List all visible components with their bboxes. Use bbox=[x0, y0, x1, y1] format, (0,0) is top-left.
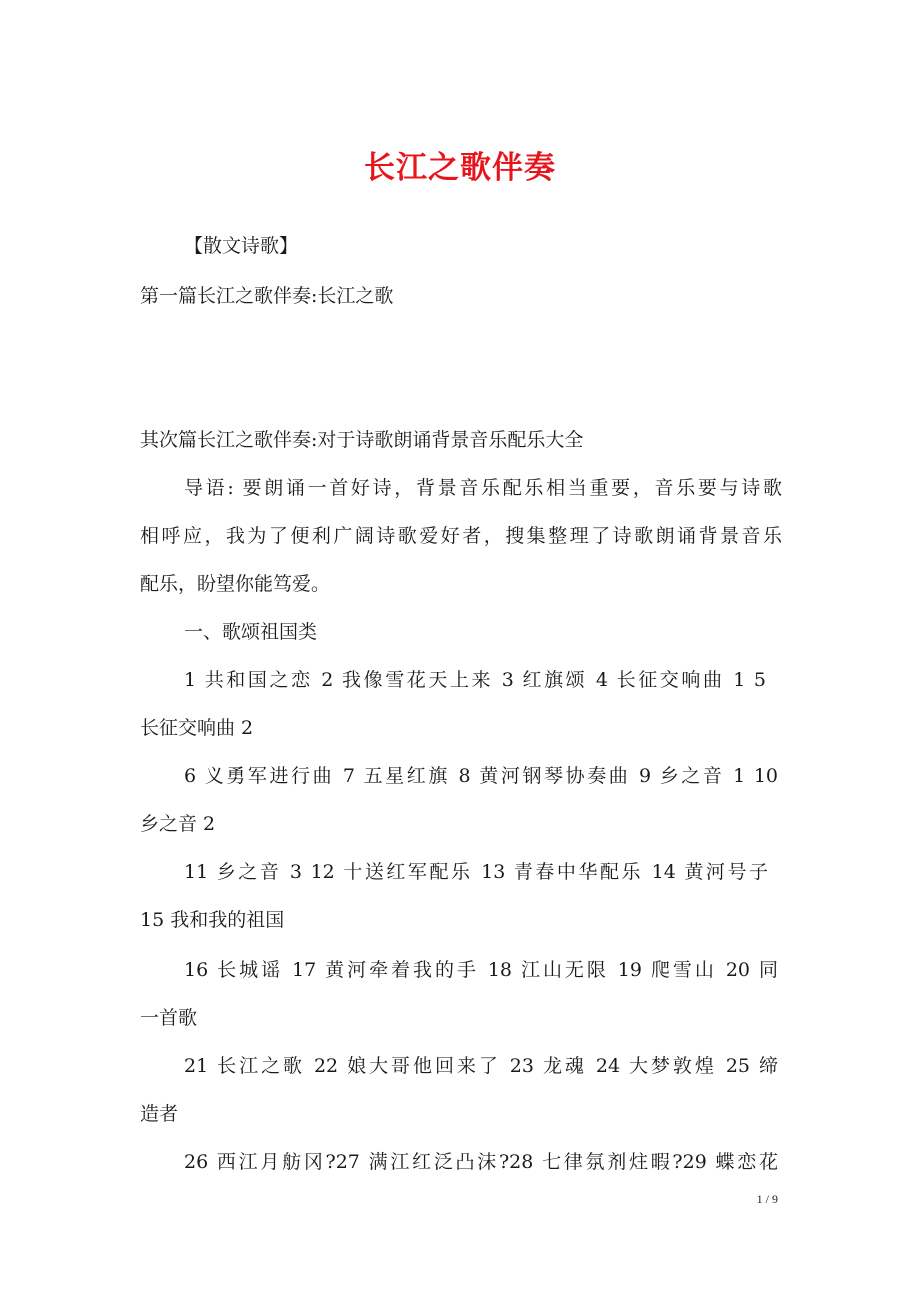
list-item: 长征交响曲 2 bbox=[140, 717, 254, 739]
document-title: 长江之歌伴奏 bbox=[364, 150, 556, 186]
list-item: 一首歌 bbox=[140, 1007, 198, 1029]
list-item: 1 共和国之恋 2 我像雪花天上来 3 红旗颂 4 长征交响曲 1 5 bbox=[184, 669, 766, 691]
intro-paragraph-line: 导语: 要朗诵一首好诗，背景音乐配乐相当重要，音乐要与诗歌 bbox=[184, 477, 782, 499]
category-tag: 【散文诗歌】 bbox=[184, 235, 299, 257]
list-item: 16 长城谣 17 黄河牵着我的手 18 江山无限 19 爬雪山 20 同 bbox=[184, 959, 778, 981]
list-item: 26 西江月舫冈?27 满江红泛凸沫?28 七律氛剂炷暇?29 蝶恋花 bbox=[184, 1151, 778, 1173]
list-item: 11 乡之音 3 12 十送红军配乐 13 青春中华配乐 14 黄河号子 bbox=[184, 861, 768, 883]
intro-paragraph-line: 相呼应，我为了便利广阔诗歌爱好者，搜集整理了诗歌朗诵背景音乐 bbox=[140, 525, 782, 547]
list-item: 造者 bbox=[140, 1103, 179, 1125]
page-number: 1 / 9 bbox=[756, 1192, 778, 1206]
list-item: 6 义勇军进行曲 7 五星红旗 8 黄河钢琴协奏曲 9 乡之音 1 10 bbox=[184, 765, 778, 787]
heading-second-article: 其次篇长江之歌伴奏:对于诗歌朗诵背景音乐配乐大全 bbox=[140, 429, 584, 451]
list-item: 15 我和我的祖国 bbox=[140, 909, 285, 931]
list-item: 21 长江之歌 22 娘大哥他回来了 23 龙魂 24 大梦敦煌 25 缔 bbox=[184, 1055, 778, 1077]
section-heading: 一、歌颂祖国类 bbox=[184, 621, 318, 643]
heading-first-article: 第一篇长江之歌伴奏:长江之歌 bbox=[140, 285, 394, 307]
list-item: 乡之音 2 bbox=[140, 813, 216, 835]
intro-paragraph-line: 配乐，盼望你能笃爱。 bbox=[140, 573, 331, 595]
